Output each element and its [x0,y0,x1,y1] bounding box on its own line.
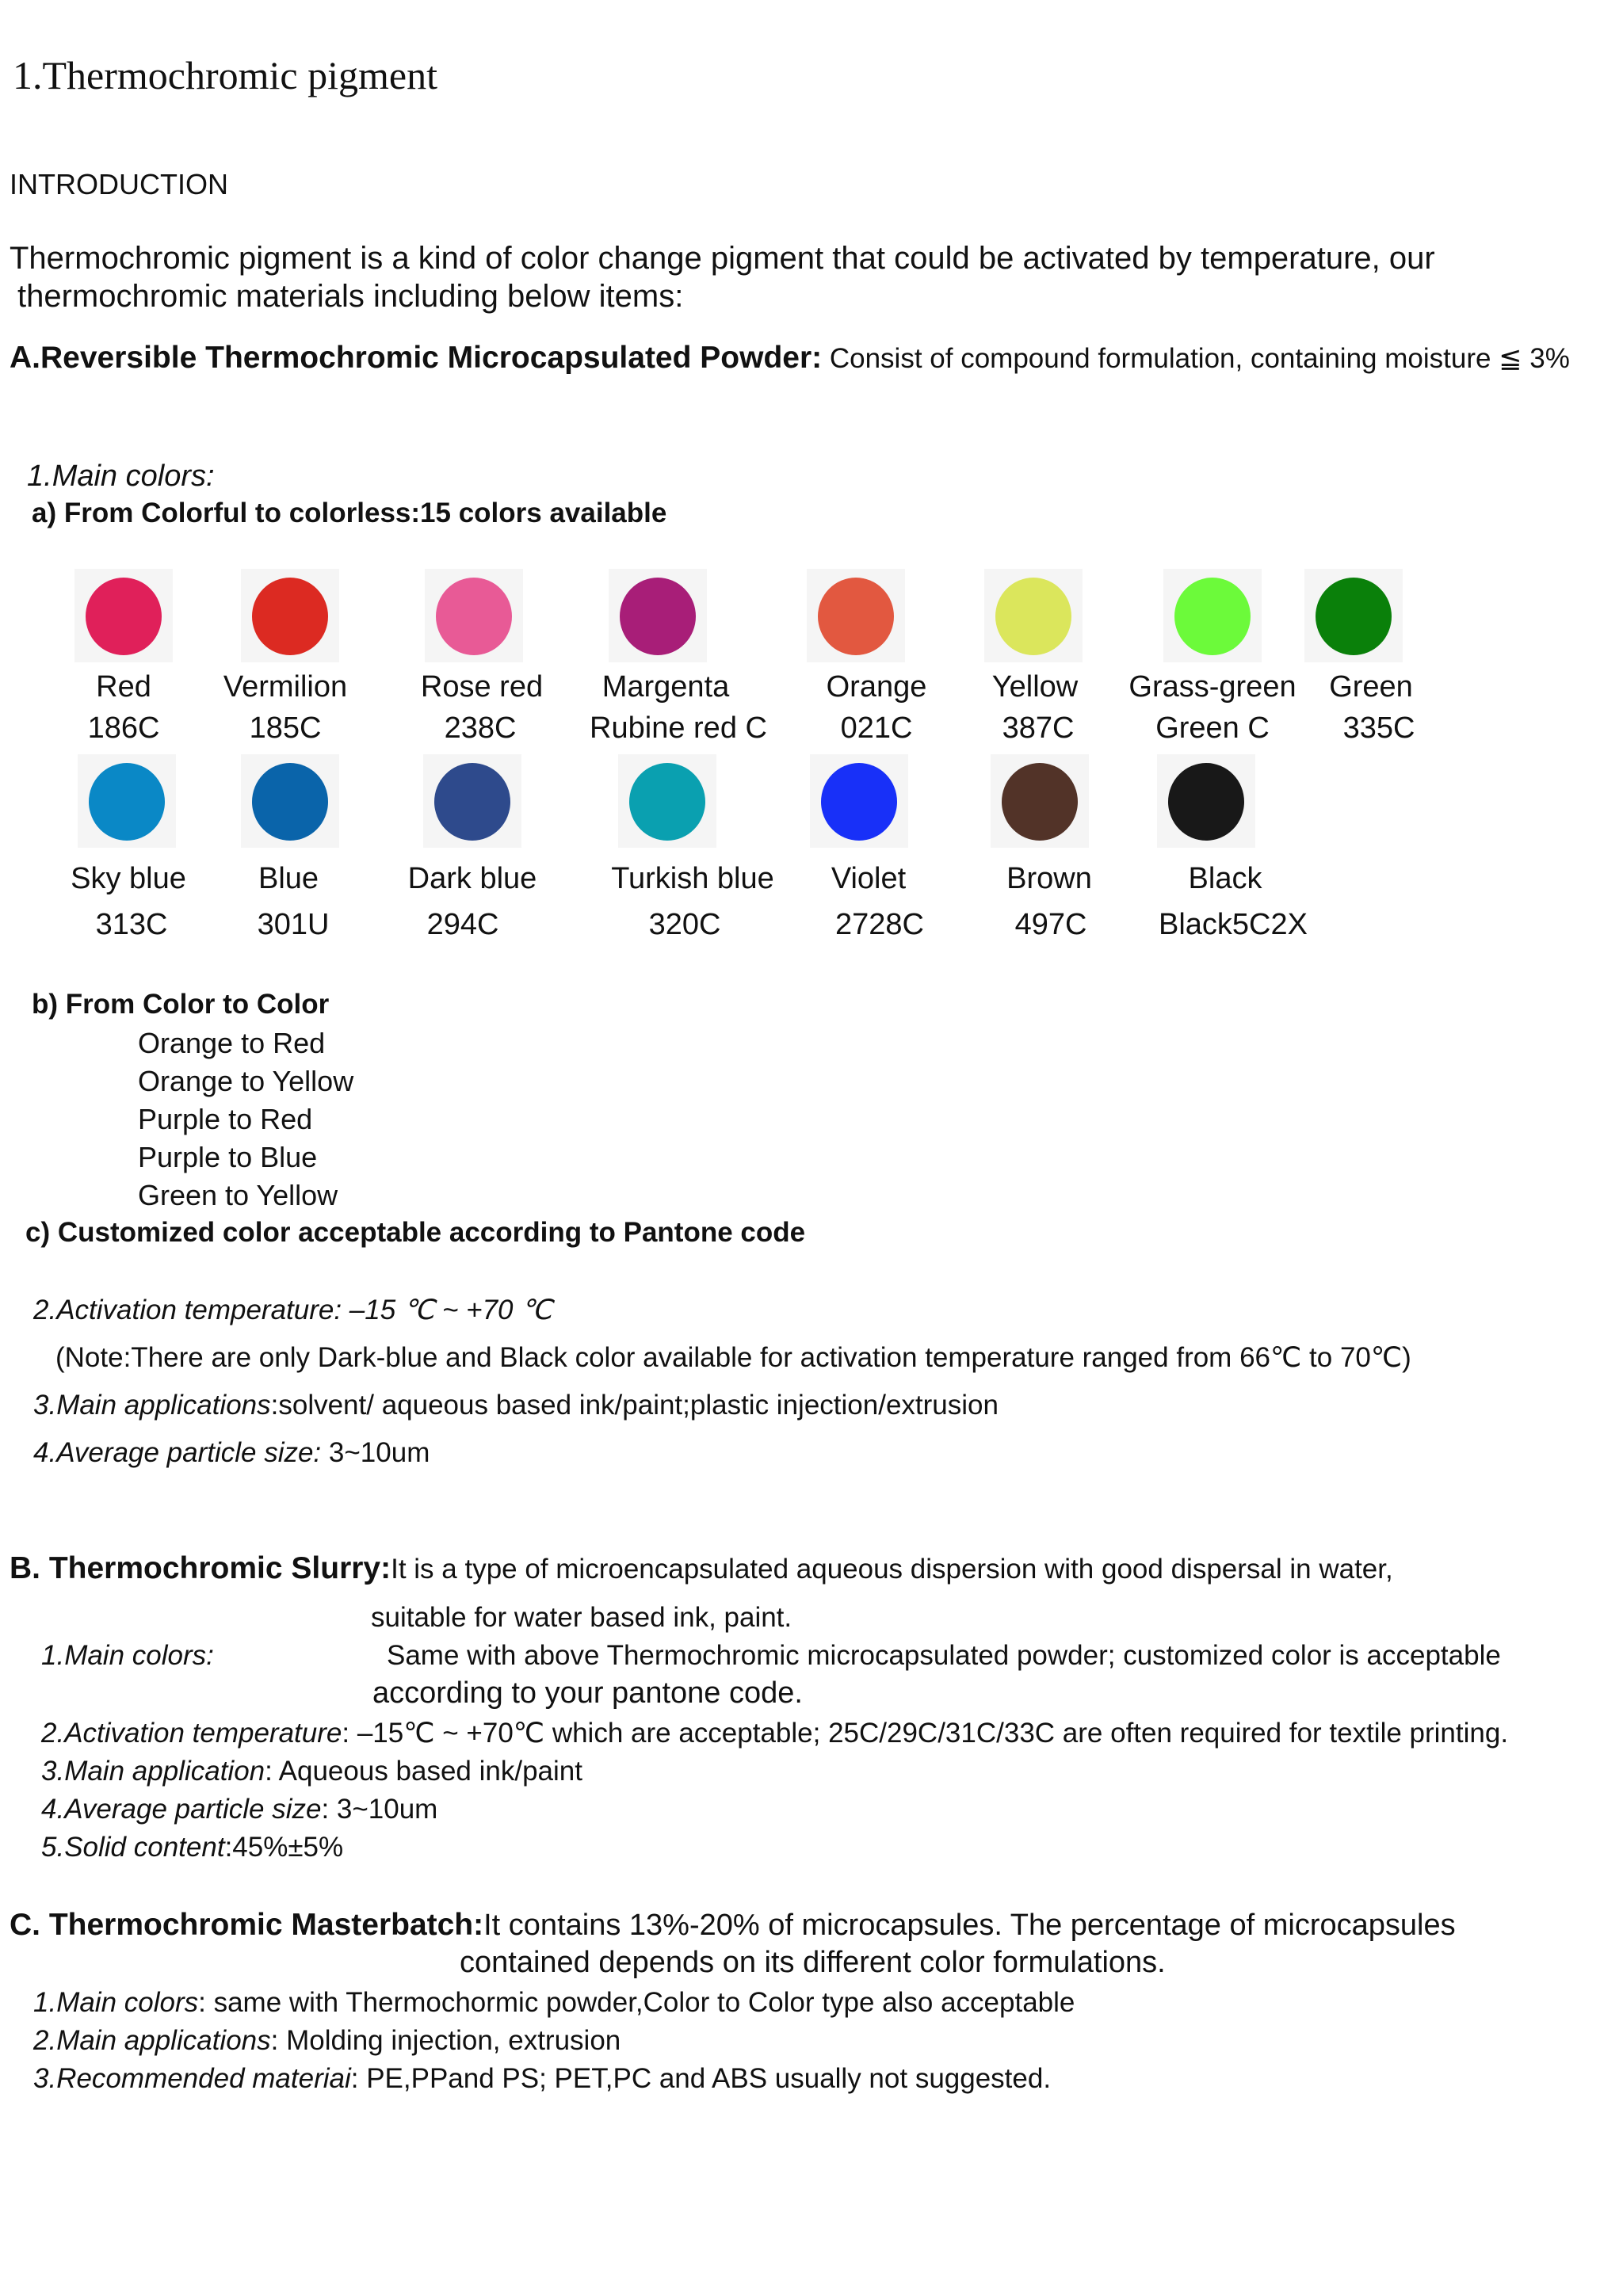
applications-label: 2.Main applications [33,2025,271,2056]
color-swatch-code: 387C [1002,711,1075,745]
color-swatch-code: Rubine red C [590,711,767,745]
section-a-note: (Note:There are only Dark-blue and Black color available for activation temperature ranged from 66℃ to 70℃) [55,1342,1411,1373]
section-c-applications [33,2025,621,2057]
intro-line-2: thermochromic materials including below items: [17,279,684,314]
color-swatch-dot [89,763,165,841]
solid-content-label: 5.Solid content [41,1832,225,1863]
section-c-description-line2: contained depends on its different color formulations. [460,1946,1166,1979]
color-swatch-name: Dark blue [407,862,537,895]
main-colors-label: 1.Main colors [33,1987,199,2018]
color-swatch-dot [821,763,897,841]
color-swatch-code: 021C [840,711,913,745]
color-swatch-dot [434,763,510,841]
intro-heading: INTRODUCTION [10,168,228,200]
section-b-solid-content [41,1832,343,1863]
color-swatch-name: Margenta [601,670,730,704]
particle-size-value: 3~10um [321,1437,430,1468]
section-b-description-line2: suitable for water based ink, paint. [371,1602,792,1633]
section-b-particle-size [41,1794,437,1825]
color-swatch-name: Violet [831,862,907,895]
section-b-description: It is a type of microencapsulated aqueous dispersion with good dispersal in water, [391,1554,1393,1585]
color-to-color-item: Orange to Yellow [138,1065,354,1097]
section-b-title: B. Thermochromic Slurry: [10,1551,391,1585]
material-value: : PE,PPand PS; PET,PC and ABS usually not suggested. [350,2063,1052,2094]
color-swatch-name: Vermilion [223,670,348,704]
intro-line-1: Thermochromic pigment is a kind of color change pigment that could be activated by temperature, our [10,241,1435,276]
color-swatch-dot [995,578,1071,655]
color-swatch-dot [1168,763,1244,841]
section-a-title: A.Reversible Thermochromic Microcapsulated Powder: [10,341,823,375]
particle-size-label: 4.Average particle size [41,1794,322,1825]
section-a-subheading-a: a) From Colorful to colorless:15 colors available [32,498,667,528]
color-swatch-code: 335C [1342,711,1415,745]
section-a-main-colors-label: 1.Main colors: [27,460,215,493]
color-swatch-dot [436,578,512,655]
section-b-main-colors-label: 1.Main colors: [41,1640,214,1671]
color-swatch-dot [1002,763,1078,841]
color-swatch-name: Grass-green [1128,670,1296,704]
section-b-application [41,1756,582,1787]
color-swatch-code: 301U [257,908,330,941]
color-to-color-item: Purple to Blue [138,1141,318,1173]
main-colors-value: : same with Thermochormic powder,Color to Color type also acceptable [198,1987,1075,2018]
color-swatch-code: 313C [95,908,168,941]
applications-value: : Molding injection, extrusion [270,2025,621,2056]
color-swatch-dot [1174,578,1251,655]
color-to-color-item: Green to Yellow [138,1179,338,1211]
applications-label: 3.Main applications [33,1390,271,1421]
section-c-material [33,2063,1051,2095]
color-to-color-item: Purple to Red [138,1103,313,1135]
color-swatch-code: 186C [87,711,160,745]
color-swatch-code: 294C [426,908,499,941]
applications-value: :solvent/ aqueous based ink/paint;plastic injection/extrusion [270,1390,999,1421]
color-swatch-name: Brown [1006,862,1092,895]
color-swatch-dot [620,578,696,655]
activation-value: : –15℃ ~ +70℃ which are acceptable; 25C/29C/31C/33C are often required for textile printing. [342,1718,1509,1749]
section-b-activation [41,1718,1508,1749]
section-b-heading [10,1551,1393,1586]
particle-size-value: : 3~10um [321,1794,438,1825]
color-swatch-name: Sky blue [71,862,186,895]
color-swatch-dot [252,763,328,841]
color-swatch-dot [252,578,328,655]
color-swatch-code: 238C [444,711,517,745]
color-swatch-code: Black5C2X [1159,908,1308,941]
color-swatch-name: Orange [826,670,927,704]
section-a-subheading-b: b) From Color to Color [32,989,330,1020]
color-swatch-name: Green [1329,670,1413,704]
color-swatch-dot [629,763,705,841]
color-swatch-name: Rose red [420,670,544,704]
section-a-heading [10,341,1570,376]
section-a-particle-size [33,1437,430,1469]
solid-content-value: :45%±5% [224,1832,344,1863]
section-c-title: C. Thermochromic Masterbatch: [10,1908,484,1942]
section-a-applications [33,1390,999,1421]
section-a-description: Consist of compound formulation, containing moisture ≦ 3% [822,343,1570,374]
section-c-main-colors [33,1987,1075,2019]
color-swatch-name: Blue [258,862,319,895]
color-swatch-code: 497C [1014,908,1087,941]
particle-size-label: 4.Average particle size: [33,1437,322,1468]
section-b-main-colors-value: Same with above Thermochromic microcapsulated powder; customized color is acceptable [387,1640,1501,1671]
application-label: 3.Main application [41,1756,265,1787]
color-swatch-name: Turkish blue [611,862,774,895]
color-swatch-code: 185C [249,711,322,745]
section-c-description: It contains 13%-20% of microcapsules. The percentage of microcapsules [483,1909,1456,1942]
color-swatch-dot [818,578,894,655]
color-to-color-item: Orange to Red [138,1027,326,1059]
color-swatch-code: 320C [648,908,721,941]
color-swatch-name: Red [96,670,151,704]
color-swatch-dot [1316,578,1392,655]
color-swatch-name: Black [1188,862,1262,895]
page-title: 1.Thermochromic pigment [13,53,437,97]
application-value: : Aqueous based ink/paint [265,1756,582,1787]
color-swatch-name: Yellow [991,670,1079,704]
section-b-main-colors-line2: according to your pantone code. [372,1676,803,1710]
color-swatch-code: Green C [1155,711,1270,745]
section-a-activation: 2.Activation temperature: –15 ℃ ~ +70 ℃ [33,1295,552,1325]
color-swatch-dot [86,578,162,655]
color-swatch-code: 2728C [835,908,924,941]
activation-label: 2.Activation temperature [41,1718,342,1749]
material-label: 3.Recommended materiai [33,2063,351,2094]
section-c-heading [10,1908,1456,1943]
section-a-subheading-c: c) Customized color acceptable according to Pantone code [25,1217,806,1248]
